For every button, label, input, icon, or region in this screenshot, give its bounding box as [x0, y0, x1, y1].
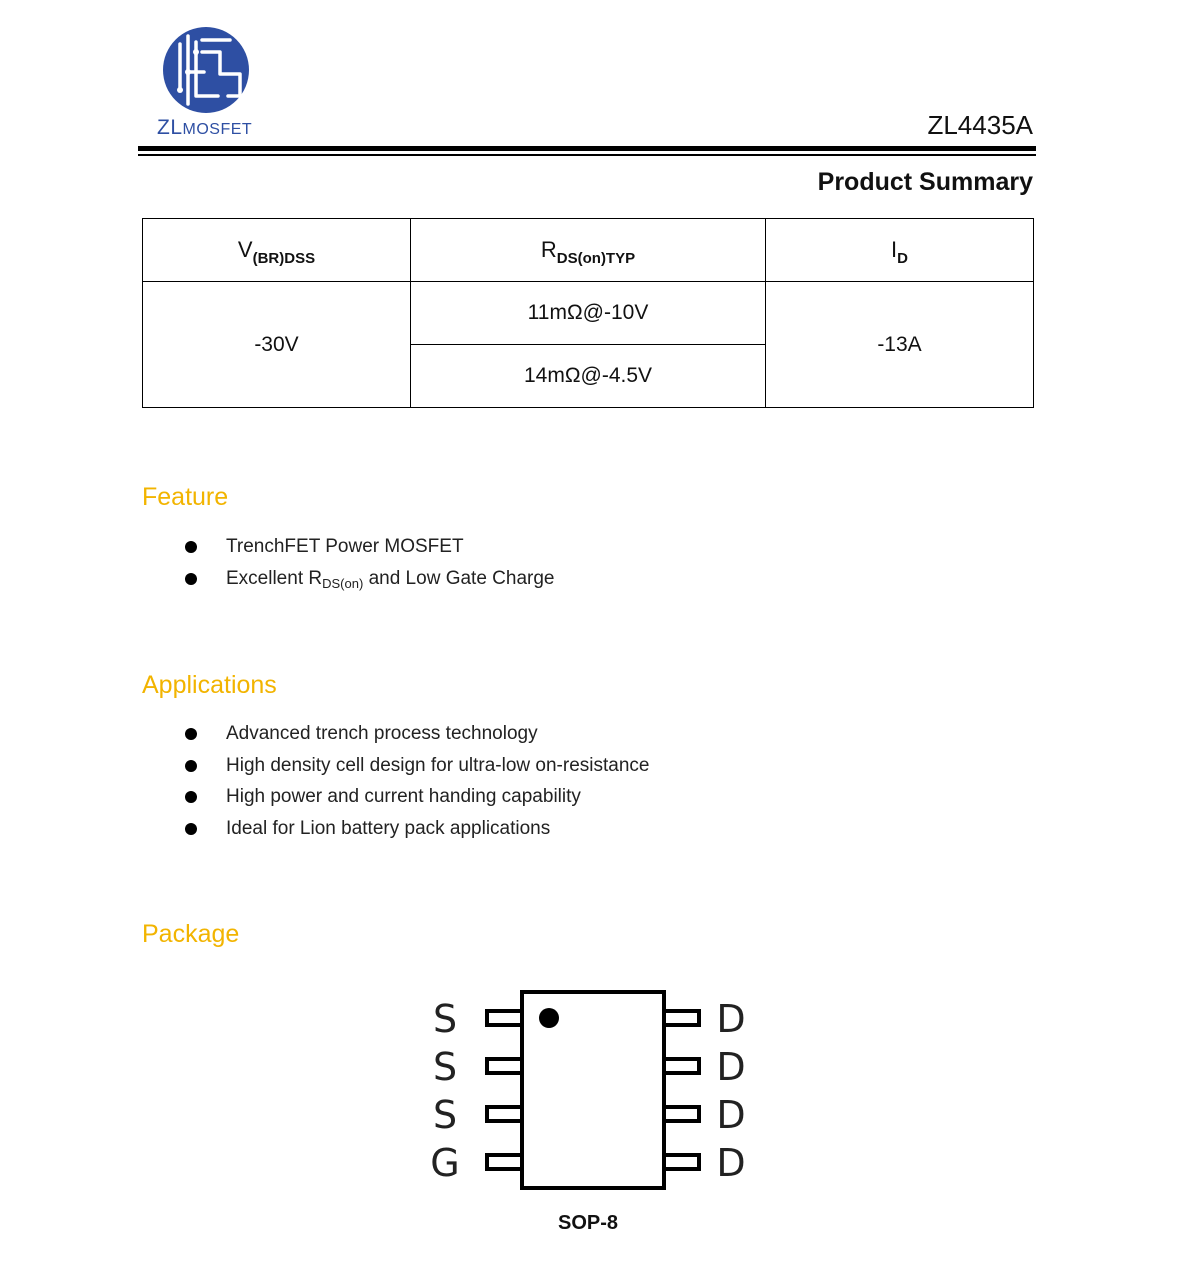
header-vdss-subscript: (BR)DSS: [252, 250, 316, 267]
header-rdson: [411, 219, 766, 282]
right-pin-label: D: [716, 1093, 746, 1137]
table-header-row: [143, 219, 1034, 282]
bullet-icon: [185, 541, 197, 553]
list-item: [183, 813, 649, 845]
header-id-subscript: D: [897, 250, 908, 267]
list-item: [183, 750, 649, 782]
application-item-text: High power and current handing capability: [226, 786, 581, 807]
header-rule-thick: [138, 146, 1036, 151]
right-pin: [664, 1155, 699, 1169]
header-id-symbol: I: [891, 237, 898, 262]
feature-item-subscript: DS(on): [322, 575, 364, 591]
feature-item-text-pre: Excellent R: [226, 567, 323, 589]
header-rdson-subscript: DS(on)TYP: [556, 250, 636, 267]
right-pin: [664, 1011, 699, 1025]
logo-wordmark: [157, 116, 252, 140]
pin1-marker-dot: [539, 1008, 559, 1028]
logo-text-zl: ZL: [157, 116, 183, 139]
header-rdson-symbol: R: [540, 237, 557, 262]
part-number: ZL4435A: [927, 110, 1033, 140]
cell-id: -13A: [766, 282, 1034, 408]
package-name: SOP-8: [558, 1212, 619, 1234]
right-pin: [664, 1059, 699, 1073]
left-pin-label: S: [432, 1093, 458, 1137]
bullet-icon: [185, 573, 197, 585]
bullet-icon: [185, 760, 197, 772]
sop8-package-diagram: [420, 980, 760, 1210]
left-pin: [487, 1059, 522, 1073]
feature-title: Feature: [142, 483, 229, 511]
header-vdss: [143, 219, 411, 282]
feature-item-text-post: and Low Gate Charge: [363, 567, 555, 589]
left-pin-label: S: [432, 1045, 458, 1089]
package-title: Package: [142, 920, 240, 948]
left-pin: [487, 1107, 522, 1121]
table-row: [143, 282, 1034, 345]
list-item: [183, 718, 649, 750]
bullet-icon: [185, 728, 197, 740]
cell-rds-10v: 11mΩ@-10V: [411, 282, 766, 345]
product-summary-title: Product Summary: [817, 168, 1033, 196]
bullet-icon: [185, 791, 197, 803]
left-pin-label: G: [430, 1141, 460, 1185]
applications-list: [183, 718, 649, 844]
feature-list: [183, 531, 554, 594]
header-rule-thin: [138, 154, 1036, 156]
right-pin-label: D: [716, 1045, 746, 1089]
cell-rds-45v: 14mΩ@-4.5V: [411, 345, 766, 408]
application-item-text: Ideal for Lion battery pack applications: [226, 817, 551, 839]
feature-item-text: TrenchFET Power MOSFET: [226, 536, 464, 557]
logo-text-mosfet: MOSFET: [182, 121, 253, 138]
list-item: [183, 781, 649, 813]
product-summary-table: [142, 218, 1034, 408]
right-pin-label: D: [716, 997, 746, 1041]
application-item-text: High density cell design for ultra-low on-resistance: [226, 754, 650, 776]
left-pin: [487, 1011, 522, 1025]
bullet-icon: [185, 823, 197, 835]
logo-mark-icon: [158, 22, 258, 122]
list-item: [183, 563, 554, 595]
applications-title: Applications: [142, 671, 277, 699]
list-item: [183, 531, 554, 563]
right-pin-label: D: [716, 1141, 746, 1185]
left-pin-label: S: [432, 997, 458, 1041]
cell-vdss: -30V: [143, 282, 411, 408]
header-vdss-symbol: V: [237, 237, 253, 262]
header-id: [766, 219, 1034, 282]
application-item-text: Advanced trench process technology: [226, 723, 538, 744]
right-pin: [664, 1107, 699, 1121]
left-pin: [487, 1155, 522, 1169]
